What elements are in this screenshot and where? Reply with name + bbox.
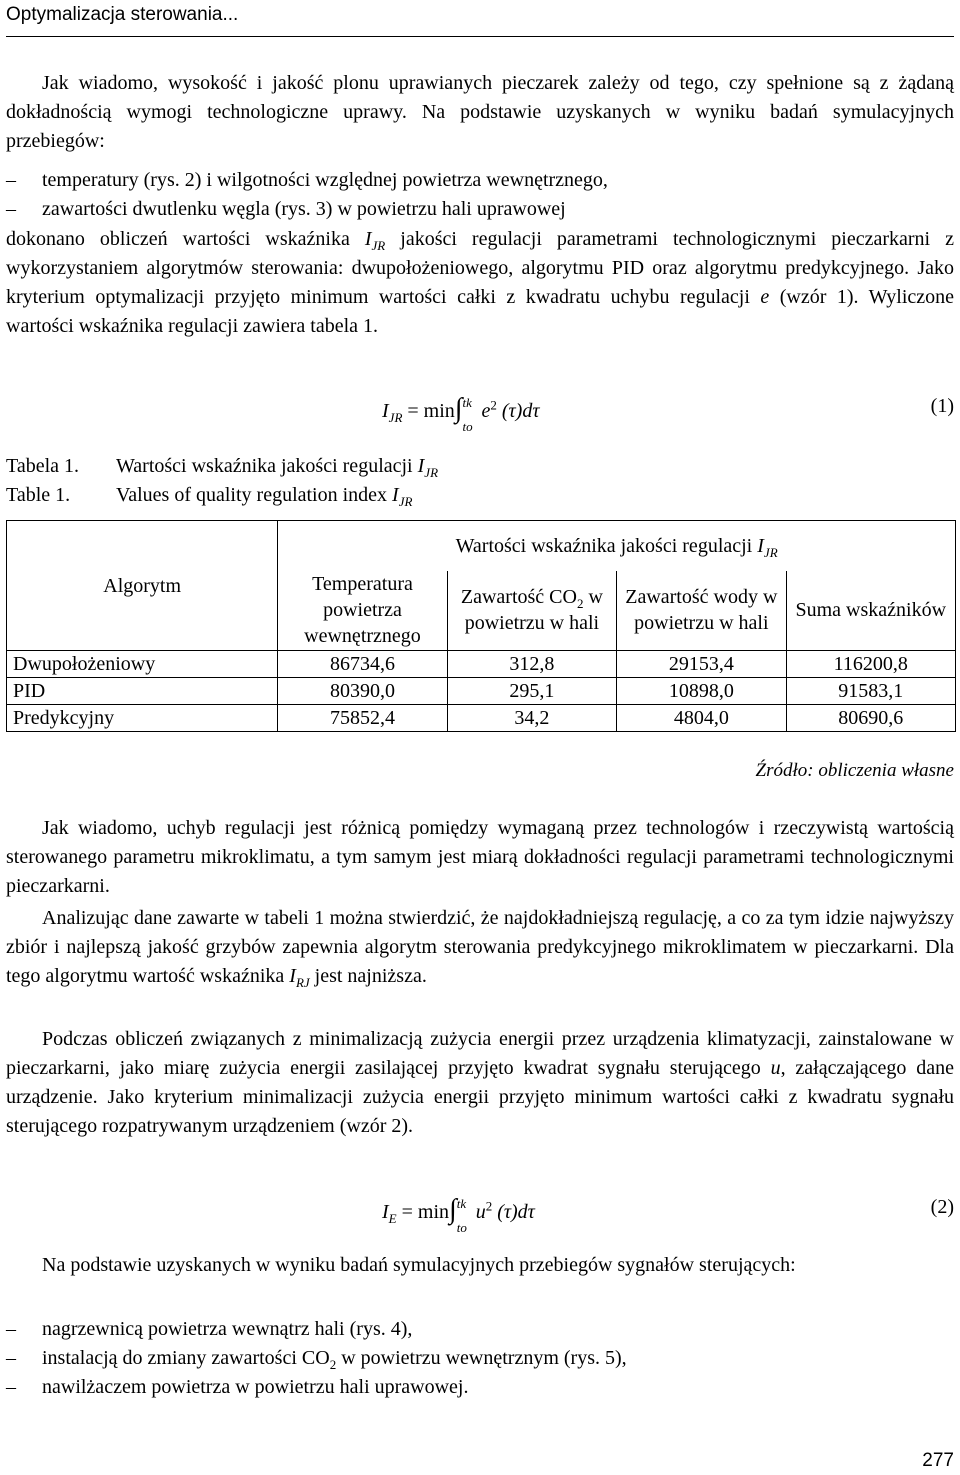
paragraph-intro: Jak wiadomo, wysokość i jakość plonu uprawianych pieczarek zależy od tego, czy spełnione są z żądaną dokładnością wymogi technologiczne uprawy. Na podstawie uzyskanych w wyniku badań symulacyjnych przebiegów: — [6, 72, 954, 152]
equation-lhs: I — [382, 400, 389, 422]
bullet-subscript: 2 — [329, 1357, 337, 1372]
table-row — [7, 678, 956, 705]
page-number: 277 — [922, 1450, 954, 1471]
table-cell-algorithm: Dwupołożeniowy — [7, 651, 278, 678]
table-header-algorithm: Algorytm — [7, 521, 278, 651]
header-text: w powietrzu w hali — [464, 586, 603, 635]
table-caption-pl — [6, 452, 906, 481]
table-cell: 75852,4 — [278, 705, 447, 732]
caption-variable-subscript: JR — [424, 465, 439, 480]
table-cell: 116200,8 — [786, 651, 955, 678]
table-group-header — [278, 521, 956, 571]
equation-min: = min — [407, 400, 455, 422]
table-cell: 80690,6 — [786, 705, 955, 732]
variable: I — [289, 965, 296, 987]
paragraph — [6, 1025, 954, 1141]
equation-min: = min — [401, 1201, 450, 1223]
running-header — [6, 0, 954, 37]
caption-text: Values of quality regulation index — [116, 484, 388, 506]
results-table — [6, 520, 956, 732]
text-run: dokonano obliczeń wartości wskaźnika — [6, 228, 350, 250]
caption-variable: I — [417, 455, 425, 477]
text-run: (wzór 1). Wyliczone wartości wskaźnika regulacji zawiera tabela 1. — [6, 286, 955, 337]
table-source: Źródło: obliczenia własne — [755, 760, 954, 781]
table-cell: 4804,0 — [617, 705, 786, 732]
group-header-text: Wartości wskaźnika jakości regulacji — [455, 534, 753, 557]
equation-2 — [0, 1193, 960, 1237]
text-run: jakości regulacji parametrami technologicznymi pieczarkarni z wykorzystaniem algorytmów sterowania: dwupołożeniowego, algorytmu PID oraz algorytmu predykcyjnego. Jako kryterium optymalizacji przyjęto minimum wartości całki z kwadratu uchybu regulacji — [6, 228, 954, 308]
equation-integrand: u — [475, 1201, 486, 1223]
table-cell: 80390,0 — [278, 678, 447, 705]
running-header-title: Optymalizacja sterowania... — [6, 4, 239, 25]
integral-lower-limit: to — [456, 1220, 467, 1236]
table-header-sum: Suma wskaźników — [786, 571, 955, 651]
table-header-co2 — [447, 571, 616, 651]
group-header-subscript: JR — [763, 544, 778, 560]
integral-limits — [462, 395, 476, 435]
equation-argument: (τ)dτ — [497, 1201, 535, 1223]
equation-power: 2 — [490, 397, 497, 413]
table-cell-algorithm: Predykcyjny — [7, 705, 278, 732]
group-header-variable: I — [757, 534, 764, 557]
equation-argument: (τ)dτ — [501, 400, 540, 422]
text-run: , załączającego dane urządzenie. Jako kryterium minimalizacji zużycia energii przyjęto minimum wartości całki z kwadratu sygnału sterującego rozpatrywanym urządzeniem (wzór 2). — [6, 1057, 954, 1137]
equation-number: (2) — [930, 1196, 954, 1218]
caption-variable-subscript: JR — [398, 494, 413, 509]
table-header-water: Zawartość wody w powietrzu w hali — [617, 571, 786, 651]
variable: e — [760, 286, 770, 308]
variable-subscript: RJ — [295, 975, 310, 990]
variable-subscript: JR — [371, 238, 386, 253]
bullet-text: zawartości dwutlenku węgla (rys. 3) w powietrzu hali uprawowej — [42, 198, 566, 220]
equation-lhs-subscript: JR — [388, 410, 403, 425]
paragraph: Na podstawie uzyskanych w wyniku badań symulacyjnych przebiegów sygnałów sterujących: — [42, 1254, 796, 1276]
bullet-text: nagrzewnicą powietrza wewnątrz hali (rys. 4), — [42, 1318, 413, 1340]
integral-upper-limit: tk — [462, 395, 472, 411]
table-cell-algorithm: PID — [7, 678, 278, 705]
bullet-text: w powietrzu wewnętrznym (rys. 5), — [336, 1347, 627, 1369]
table-cell: 10898,0 — [617, 678, 786, 705]
bullet-text: nawilżaczem powietrza w powietrzu hali uprawowej. — [42, 1376, 469, 1398]
bullet-text: instalacją do zmiany zawartości CO — [42, 1347, 330, 1369]
table-caption-en — [6, 481, 906, 510]
table-cell: 312,8 — [447, 651, 616, 678]
header-subscript: 2 — [576, 596, 584, 612]
integral-sign-icon: ∫ — [454, 393, 463, 424]
integral-upper-limit: tk — [456, 1196, 467, 1212]
integral-lower-limit: to — [462, 419, 473, 435]
table-row — [7, 651, 956, 678]
bullet-text: temperatury (rys. 2) i wilgotności względnej powietrza wewnętrznego, — [42, 169, 608, 191]
table-cell: 34,2 — [447, 705, 616, 732]
caption-label: Tabela 1. — [6, 455, 80, 477]
table-cell: 295,1 — [447, 678, 616, 705]
equation-1 — [0, 392, 960, 436]
paragraph: Jak wiadomo, uchyb regulacji jest różnicą pomiędzy wymaganą przez technologów i rzeczywistą wartością sterowanego parametru mikroklimatu, a tym samym jest miarą dokładności regulacji parametrami technologicznymi pieczarkarni. — [6, 817, 954, 897]
equation-lhs: I — [382, 1201, 389, 1223]
bullet-item: – nawilżaczem powietrza w powietrzu hali uprawowej. — [6, 1376, 469, 1398]
variable: u — [770, 1057, 781, 1079]
bullet-item: – zawartości dwutlenku węgla (rys. 3) w powietrzu hali uprawowej — [6, 198, 566, 220]
table-cell: 29153,4 — [617, 651, 786, 678]
bullet-item: – nagrzewnicą powietrza wewnątrz hali (rys. 4), — [6, 1318, 413, 1340]
integral-sign-icon: ∫ — [449, 1194, 457, 1225]
text-run: Podczas obliczeń związanych z minimalizacją zużycia energii przez urządzenia klimatyzacji, zainstalowane w pieczarkarni, jako miarę zużycia energii zasilającej przyjęto kwadrat sygnału sterującego — [6, 1028, 954, 1079]
equation-formula — [382, 1194, 535, 1236]
header-text: Zawartość CO — [460, 586, 577, 609]
table-cell: 86734,6 — [278, 651, 447, 678]
equation-number: (1) — [930, 395, 954, 417]
table-header-temperature: Temperatura powietrza wewnętrznego — [278, 571, 447, 651]
table-cell: 91583,1 — [786, 678, 955, 705]
text-run: Analizując dane zawarte w tabeli 1 można stwierdzić, że najdokładniejszą regulację, a co za tym idzie najwyższy zbiór i najlepszą jakość grzybów zapewnia algorytm sterowania predykcyjnego mikroklimatem w pieczarkarni. Dla tego algorytmu wartość wskaźnika — [6, 907, 954, 987]
table-header-row — [7, 521, 956, 571]
paragraph-continuation — [6, 225, 954, 341]
paragraph — [6, 904, 954, 991]
equation-integrand: e — [481, 400, 491, 422]
equation-formula — [382, 393, 540, 435]
table-row — [7, 705, 956, 732]
equation-power: 2 — [485, 1198, 493, 1214]
caption-text: Wartości wskaźnika jakości regulacji — [116, 455, 413, 477]
text-run: jest najniższa. — [314, 965, 427, 987]
bullet-item: – temperatury (rys. 2) i wilgotności względnej powietrza wewnętrznego, — [6, 169, 608, 191]
variable: I — [364, 228, 372, 250]
equation-lhs-subscript: E — [388, 1211, 397, 1226]
caption-variable: I — [392, 484, 399, 506]
caption-label: Table 1. — [6, 484, 71, 506]
integral-limits — [456, 1196, 471, 1236]
bullet-item: – instalacją do zmiany zawartości $CO_2$ w powietrzu wewnętrznym (rys. 5), — [6, 1347, 627, 1372]
